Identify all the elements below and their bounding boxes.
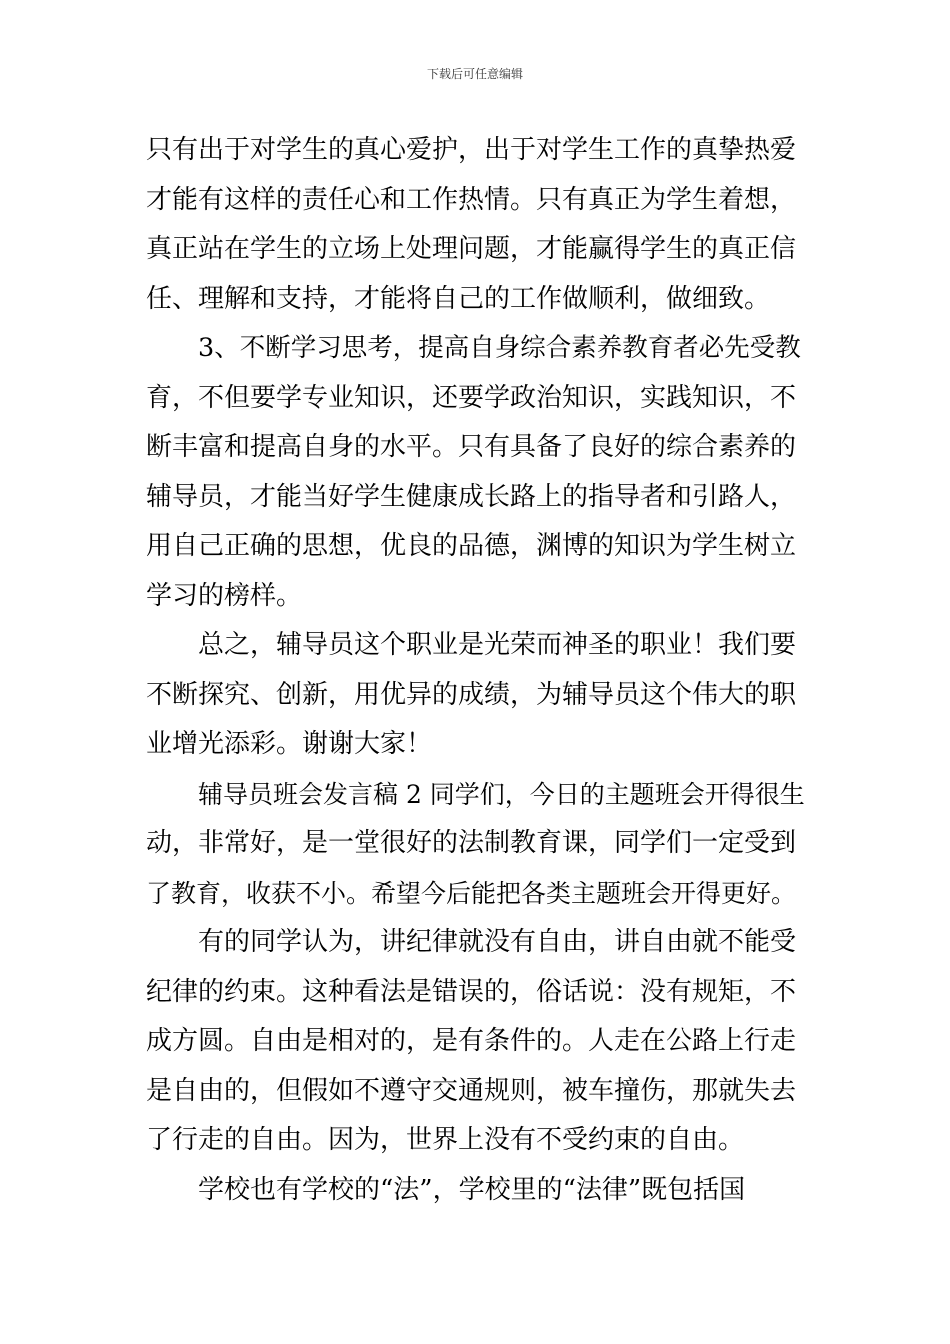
text-line: 辅导员，才能当好学生健康成长路上的指导者和引路人， xyxy=(146,481,797,512)
text-line: 总之，辅导员这个职业是光荣而神圣的职业！我们要 xyxy=(198,630,797,660)
text-line: 成方圆。自由是相对的，是有条件的。人走在公路上行走 xyxy=(146,1026,797,1056)
text-line: 纪律的约束。这种看法是错误的，俗话说：没有规矩，不 xyxy=(146,976,797,1007)
text-line: 学习的榜样。 xyxy=(146,580,303,611)
page-header: 下载后可任意编辑 xyxy=(426,67,523,81)
text-line: 任、理解和支持，才能将自己的工作做顺利，做细致。 xyxy=(146,283,771,314)
text-line: 有的同学认为，讲纪律就没有自由，讲自由就不能受 xyxy=(198,927,797,957)
text-line: 只有出于对学生的真心爱护，出于对学生工作的真挚热爱 xyxy=(146,135,797,165)
document-body xyxy=(146,126,808,1215)
text-line: 不断探究、创新，用优异的成绩，为辅导员这个伟大的职 xyxy=(146,679,797,710)
text-line: 了教育，收获不小。希望今后能把各类主题班会开得更好。 xyxy=(146,878,797,908)
text-line: 真正站在学生的立场上处理问题，才能赢得学生的真正信 xyxy=(146,234,797,264)
text-line: 辅导员班会发言稿 2 同学们，今日的主题班会开得很生 xyxy=(198,779,805,809)
text-line: 3、不断学习思考，提高自身综合素养教育者必先受教 xyxy=(198,333,801,363)
text-line: 才能有这样的责任心和工作热情。只有真正为学生着想， xyxy=(146,184,797,215)
text-line: 了行走的自由。因为，世界上没有不受约束的自由。 xyxy=(146,1125,745,1155)
text-line: 育，不但要学专业知识，还要学政治知识，实践知识，不 xyxy=(146,382,797,413)
text-line: 动，非常好，是一堂很好的法制教育课，同学们一定受到 xyxy=(146,828,797,858)
text-line: 学校也有学校的“法”，学校里的“法律”既包括国 xyxy=(198,1174,746,1205)
text-line: 断丰富和提高自身的水平。只有具备了良好的综合素养的 xyxy=(146,432,797,462)
text-line: 是自由的，但假如不遵守交通规则，被车撞伤，那就失去 xyxy=(146,1075,797,1106)
text-line: 用自己正确的思想，优良的品德，渊博的知识为学生树立 xyxy=(146,531,797,561)
text-line: 业增光添彩。谢谢大家！ xyxy=(146,729,433,759)
